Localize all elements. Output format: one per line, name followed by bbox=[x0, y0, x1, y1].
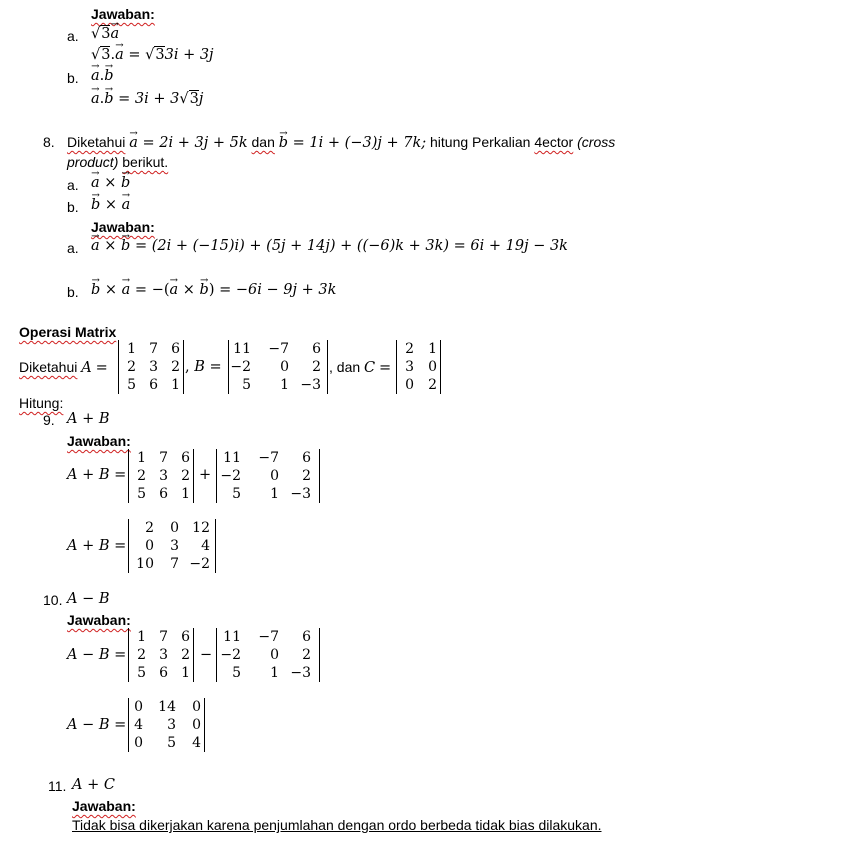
matrix-cell: 5 bbox=[127, 377, 136, 393]
expr-dot-ab: → a.→ b bbox=[91, 67, 114, 85]
matrix-cell: 7 bbox=[170, 556, 179, 572]
q8-b-expr: → b × → a bbox=[91, 196, 130, 214]
matrix-cell: 11 bbox=[223, 629, 241, 645]
matrix-cell: 10 bbox=[136, 556, 154, 572]
matrix-cell: 0 bbox=[270, 468, 279, 484]
matrix-cell: 1 bbox=[127, 341, 136, 357]
matrix-cell: 5 bbox=[137, 486, 146, 502]
matrix-cell: 6 bbox=[171, 341, 180, 357]
matrix-cell: 7 bbox=[159, 450, 168, 466]
q8-ans-a-label: a. bbox=[67, 240, 79, 256]
expr-dot-ab-result: → a.→ b = 3i + 3√3j bbox=[91, 90, 203, 108]
q8-b-label: b. bbox=[67, 199, 79, 215]
expr-sqrt3-a-result: √3.→ a = √33i + 3j bbox=[91, 46, 214, 64]
matrix-cell: 5 bbox=[232, 486, 241, 502]
matrix-cell: 3 bbox=[149, 359, 158, 375]
section-title-operasi-matrix: Operasi Matrix bbox=[19, 324, 117, 340]
q8-line2: product) berikut. bbox=[67, 154, 169, 170]
jawaban-heading-4: Jawaban: bbox=[67, 612, 131, 628]
q8-a-expr: → a × → b bbox=[91, 174, 130, 192]
matrix-cell: 2 bbox=[428, 377, 437, 393]
matrix-cell: 6 bbox=[181, 450, 190, 466]
matrix-cell: 2 bbox=[181, 468, 190, 484]
matrix-cell: 1 bbox=[181, 665, 190, 681]
matrix-cell: 2 bbox=[181, 647, 190, 663]
q10-lhs-result: A − B = bbox=[67, 717, 127, 733]
matrix-cell: 5 bbox=[137, 665, 146, 681]
matrix-cell: 11 bbox=[233, 341, 251, 357]
expr-sqrt3-a: √3→ a bbox=[91, 25, 119, 43]
jawaban-heading-2: Jawaban: bbox=[91, 219, 155, 235]
q9-matrix-A bbox=[128, 449, 194, 503]
matrix-def-label: Diketahui A = bbox=[19, 359, 108, 376]
matrix-cell: 7 bbox=[149, 341, 158, 357]
matrix-cell: 1 bbox=[270, 486, 279, 502]
q8-number: 8. bbox=[43, 134, 55, 150]
matrix-cell: 5 bbox=[242, 377, 251, 393]
q11-title: A + C bbox=[72, 777, 115, 793]
matrix-cell: 6 bbox=[302, 450, 311, 466]
q9-lhs-result: A + B = bbox=[67, 538, 127, 554]
matrix-cell: 0 bbox=[270, 647, 279, 663]
matrix-cell: 6 bbox=[302, 629, 311, 645]
matrix-cell: 2 bbox=[312, 359, 321, 375]
matrix-C bbox=[396, 340, 441, 394]
matrix-cell: 6 bbox=[312, 341, 321, 357]
matrix-cell: 1 bbox=[137, 629, 146, 645]
jawaban-heading-1: Jawaban: bbox=[91, 6, 155, 22]
q10-number: 10. bbox=[43, 592, 63, 608]
matrix-cell: 3 bbox=[405, 359, 414, 375]
q10-lhs: A − B = bbox=[67, 647, 127, 663]
matrix-cell: −7 bbox=[268, 341, 289, 357]
matrix-cell: −3 bbox=[300, 377, 321, 393]
q10-title: A − B bbox=[67, 591, 110, 607]
jawaban-heading-5: Jawaban: bbox=[72, 798, 136, 814]
vector-a: → a bbox=[110, 25, 119, 43]
minus-sign: − bbox=[200, 647, 213, 663]
matrix-cell: 0 bbox=[192, 717, 201, 733]
matrix-cell: 0 bbox=[280, 359, 289, 375]
matrix-cell: 2 bbox=[405, 341, 414, 357]
matrix-cell: 3 bbox=[159, 468, 168, 484]
matrix-cell: 1 bbox=[171, 377, 180, 393]
matrix-cell: 4 bbox=[201, 538, 210, 554]
q11-number: 11. bbox=[48, 778, 67, 794]
matrix-cell: 1 bbox=[270, 665, 279, 681]
matrix-cell: 4 bbox=[192, 735, 201, 751]
q8-line1: Diketahui → a = 2i + 3j + 5k dan → b = 1i + (−3)j + 7k; hitung Perkalian 4ector (cross bbox=[67, 133, 615, 152]
q9-lhs: A + B = bbox=[67, 467, 127, 483]
matrix-cell: 2 bbox=[171, 359, 180, 375]
matrix-def-C-label: , dan C = bbox=[329, 359, 392, 376]
q8-ans-b-label: b. bbox=[67, 284, 79, 300]
matrix-cell: 2 bbox=[127, 359, 136, 375]
item-label-b: b. bbox=[67, 70, 79, 86]
matrix-cell: 14 bbox=[158, 699, 176, 715]
matrix-cell: 1 bbox=[181, 486, 190, 502]
matrix-cell: −3 bbox=[290, 665, 311, 681]
matrix-cell: 6 bbox=[181, 629, 190, 645]
matrix-cell: 0 bbox=[428, 359, 437, 375]
matrix-cell: 0 bbox=[134, 735, 143, 751]
matrix-cell: 11 bbox=[223, 450, 241, 466]
q8-a-label: a. bbox=[67, 177, 79, 193]
matrix-cell: −7 bbox=[258, 450, 279, 466]
matrix-cell: −2 bbox=[230, 359, 251, 375]
q11-answer: Tidak bisa dikerjakan karena penjumlahan dengan ordo berbeda tidak bias dilakukan. bbox=[72, 817, 602, 833]
matrix-B bbox=[228, 340, 328, 394]
q10-matrix-diff bbox=[128, 698, 205, 752]
matrix-cell: 3 bbox=[167, 717, 176, 733]
matrix-cell: 0 bbox=[134, 699, 143, 715]
matrix-A bbox=[118, 340, 184, 394]
matrix-cell: 0 bbox=[192, 699, 201, 715]
q9-number: 9. bbox=[43, 412, 55, 428]
matrix-cell: 0 bbox=[405, 377, 414, 393]
matrix-def-B-label: , B = bbox=[185, 359, 222, 375]
matrix-cell: 6 bbox=[149, 377, 158, 393]
q8-ans-a: → a × → b = (2i + (−15)i) + (5j + 14j) + ((−6)k + 3k) = 6i + 19j − 3k bbox=[91, 237, 568, 255]
item-label-a: a. bbox=[67, 28, 79, 44]
matrix-cell: 2 bbox=[302, 468, 311, 484]
matrix-cell: 1 bbox=[428, 341, 437, 357]
q8-ans-b: → b × → a = −(→ a × → b) = −6i − 9j + 3k bbox=[91, 281, 336, 299]
q9-title: A + B bbox=[67, 411, 110, 427]
matrix-cell: 0 bbox=[145, 538, 154, 554]
q9-matrix-B bbox=[216, 449, 320, 503]
matrix-cell: 3 bbox=[170, 538, 179, 554]
matrix-cell: 0 bbox=[170, 520, 179, 536]
jawaban-heading-3: Jawaban: bbox=[67, 433, 131, 449]
matrix-cell: 4 bbox=[134, 717, 143, 733]
matrix-cell: 6 bbox=[159, 665, 168, 681]
matrix-cell: −2 bbox=[220, 468, 241, 484]
matrix-cell: −2 bbox=[189, 556, 210, 572]
q9-matrix-sum bbox=[128, 519, 216, 573]
q10-matrix-A bbox=[128, 628, 194, 682]
matrix-cell: 7 bbox=[159, 629, 168, 645]
q10-matrix-B bbox=[216, 628, 320, 682]
matrix-cell: −3 bbox=[290, 486, 311, 502]
matrix-cell: 2 bbox=[137, 647, 146, 663]
matrix-cell: 1 bbox=[280, 377, 289, 393]
matrix-cell: 5 bbox=[167, 735, 176, 751]
matrix-cell: 3 bbox=[159, 647, 168, 663]
matrix-cell: 2 bbox=[145, 520, 154, 536]
matrix-cell: 6 bbox=[159, 486, 168, 502]
matrix-cell: −7 bbox=[258, 629, 279, 645]
sqrt-radicand: 3 bbox=[101, 26, 111, 42]
matrix-cell: 2 bbox=[302, 647, 311, 663]
matrix-cell: 1 bbox=[137, 450, 146, 466]
matrix-cell: 12 bbox=[192, 520, 210, 536]
matrix-cell: −2 bbox=[220, 647, 241, 663]
plus-sign: + bbox=[199, 467, 212, 483]
hitung-label: Hitung: bbox=[19, 395, 64, 411]
matrix-cell: 2 bbox=[137, 468, 146, 484]
matrix-cell: 5 bbox=[232, 665, 241, 681]
